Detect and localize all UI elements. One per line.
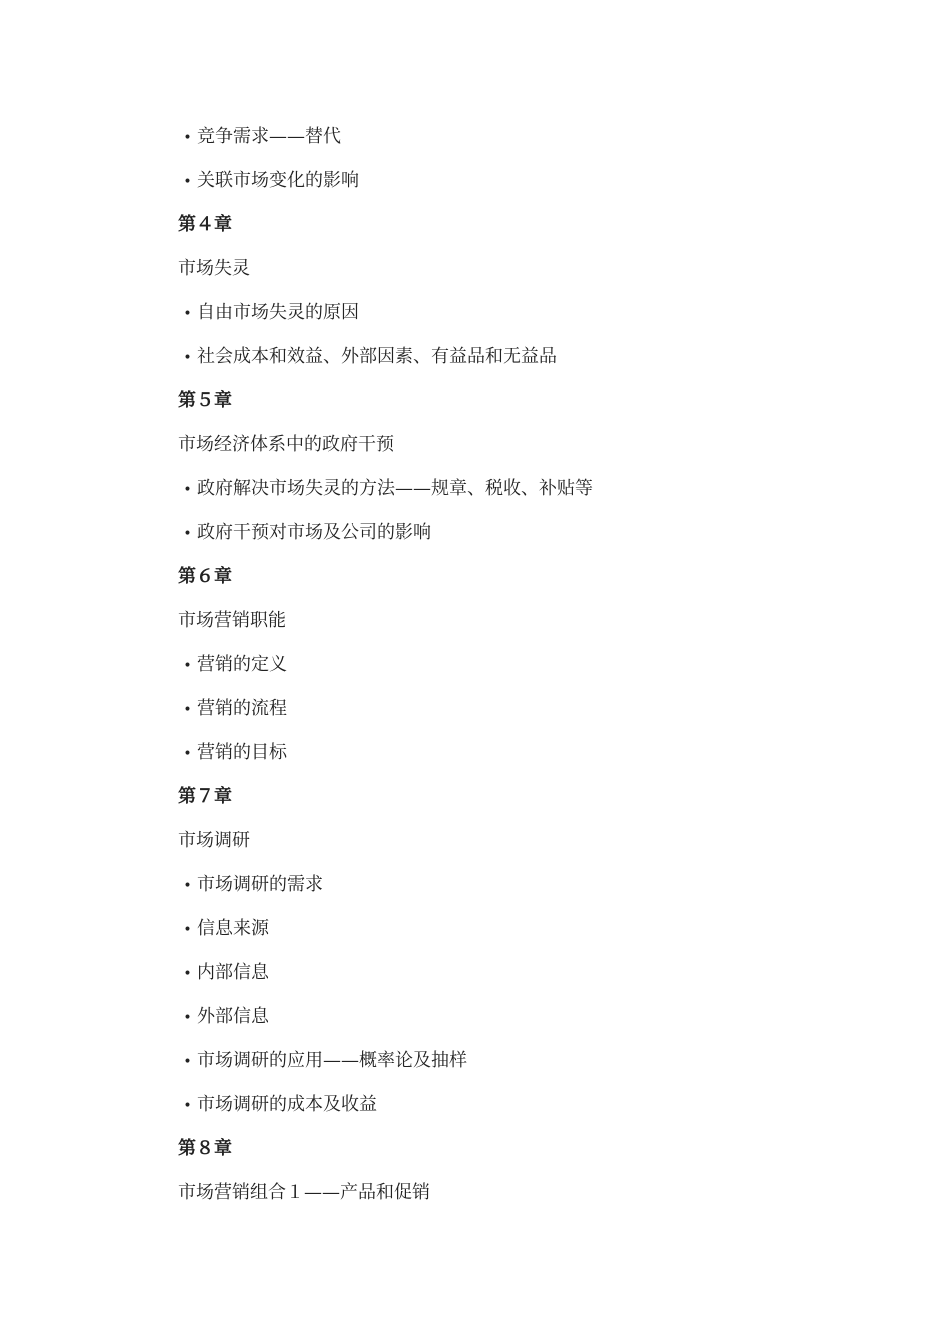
bullet-item: • 政府干预对市场及公司的影响 bbox=[178, 518, 878, 562]
bullet-item: • 营销的流程 bbox=[178, 694, 878, 738]
chapter-heading: 第６章 bbox=[178, 566, 232, 587]
chapter-heading: 第５章 bbox=[178, 390, 232, 411]
bullet-item: • 外部信息 bbox=[178, 1002, 878, 1046]
bullet-item: • 政府解决市场失灵的方法——规章、税收、补贴等 bbox=[178, 474, 878, 518]
bullet-item: • 内部信息 bbox=[178, 958, 878, 1002]
bullet-item: • 市场调研的成本及收益 bbox=[178, 1090, 878, 1134]
document-page bbox=[178, 122, 878, 1222]
section-title: 市场营销职能 bbox=[178, 610, 286, 631]
chapter-heading: 第７章 bbox=[178, 786, 232, 807]
bullet-item: • 竞争需求——替代 bbox=[178, 122, 878, 166]
section-title: 市场营销组合１——产品和促销 bbox=[178, 1182, 430, 1203]
bullet-item: • 市场调研的应用——概率论及抽样 bbox=[178, 1046, 878, 1090]
chapter-heading: 第８章 bbox=[178, 1138, 232, 1159]
bullet-item: • 关联市场变化的影响 bbox=[178, 166, 878, 210]
section-title: 市场调研 bbox=[178, 830, 250, 851]
bullet-item: • 营销的定义 bbox=[178, 650, 878, 694]
bullet-item: • 自由市场失灵的原因 bbox=[178, 298, 878, 342]
chapter-heading: 第４章 bbox=[178, 214, 232, 235]
section-title: 市场失灵 bbox=[178, 258, 250, 279]
bullet-item: • 社会成本和效益、外部因素、有益品和无益品 bbox=[178, 342, 878, 386]
bullet-item: • 市场调研的需求 bbox=[178, 870, 878, 914]
bullet-item: • 信息来源 bbox=[178, 914, 878, 958]
section-title: 市场经济体系中的政府干预 bbox=[178, 434, 394, 455]
bullet-item: • 营销的目标 bbox=[178, 738, 878, 782]
